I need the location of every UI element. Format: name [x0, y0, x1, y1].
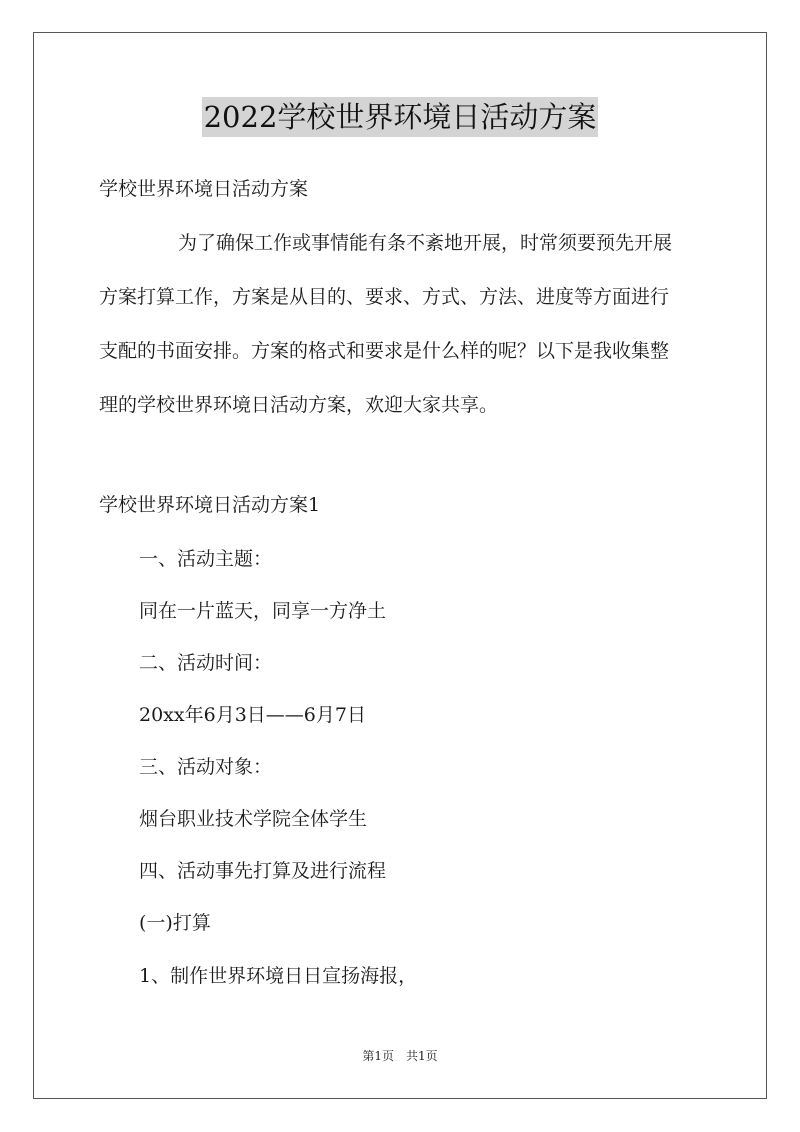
list-item: (一)打算 [139, 912, 211, 934]
list-item: 一、活动主题： [139, 548, 273, 570]
intro-line-2: 方案打算工作，方案是从目的、要求、方式、方法、进度等方面进行 [99, 286, 670, 308]
intro-line-4: 理的学校世界环境日活动方案，欢迎大家共享。 [99, 394, 499, 416]
list-item: 二、活动时间： [139, 652, 273, 674]
document-subtitle: 学校世界环境日活动方案 [99, 178, 309, 200]
intro-line-3: 支配的书面安排。方案的格式和要求是什么样的呢？以下是我收集整 [99, 340, 670, 362]
document-title: 2022学校世界环境日活动方案 [202, 97, 599, 137]
intro-line-1: 为了确保工作或事情能有条不紊地开展，时常须要预先开展 [178, 232, 673, 254]
page-footer: 第1页 共1页 [362, 1049, 438, 1063]
list-item: 三、活动对象： [139, 756, 273, 778]
title-container [0, 97, 800, 137]
list-item: 1、制作世界环境日日宣扬海报， [139, 965, 418, 987]
list-item: 四、活动事先打算及进行流程 [139, 860, 387, 882]
section-heading: 学校世界环境日活动方案1 [99, 494, 321, 516]
list-item: 20xx年6月3日——6月7日 [139, 704, 366, 726]
list-item: 同在一片蓝天，同享一方净土 [139, 600, 387, 622]
list-item: 烟台职业技术学院全体学生 [139, 808, 368, 830]
